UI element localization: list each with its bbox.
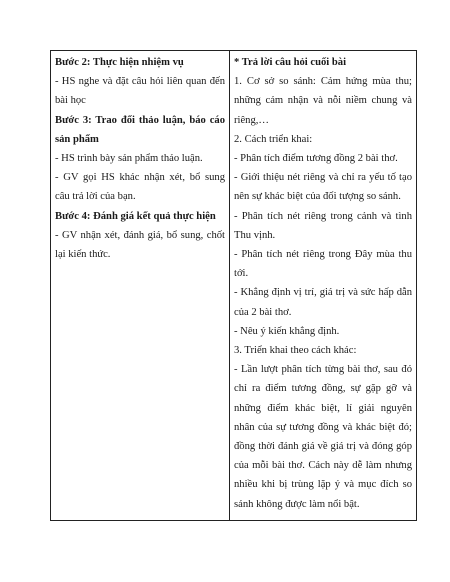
answer-item: 1. Cơ sở so sánh: Cảm hứng mùa thu; những cảm nhận và nỗi niềm chung và riêng,… — [234, 76, 412, 126]
answer-item: - Phân tích điểm tương đồng 2 bài thơ. — [234, 153, 398, 165]
answer-item: 3. Triển khai theo cách khác: — [234, 345, 357, 357]
answer-item: - Giới thiệu nét riêng và chỉ ra yếu tố tạo nên sự khác biệt của đối tượng so sánh. — [234, 172, 412, 203]
answer-item: - Lần lượt phân tích từng bài thơ, sau đó chỉ ra điểm tương đồng, sự gặp gỡ và những điểm khác biệt, lí giải nguyên nhân của sự tương đồng và khác biệt đó; đồng thời đánh giá về giá trị và đóng góp của mỗi bài thơ. Cách này dễ làm nhưng nhiều khi bị trùng lặp ý và mục đích so sánh không được làm nổi bật. — [234, 364, 412, 510]
activity-steps-cell — [51, 51, 230, 521]
lesson-table — [50, 50, 417, 521]
step-3-text-1: - HS trình bày sản phẩm thảo luận. — [55, 153, 203, 165]
answer-item: - Nêu ý kiến khẳng định. — [234, 325, 340, 337]
answer-cell — [230, 51, 417, 521]
table-row — [51, 51, 417, 521]
step-3-heading: Bước 3: Trao đổi thảo luận, báo cáo sản phẩm — [55, 114, 225, 145]
step-4-text: - GV nhận xét, đánh giá, bổ sung, chốt lại kiến thức. — [55, 229, 225, 261]
answer-item: - Phân tích nét riêng trong cảnh và tình Thu vịnh. — [234, 210, 412, 241]
step-4-heading: Bước 4: Đánh giá kết quả thực hiện — [55, 210, 216, 222]
answer-item: 2. Cách triển khai: — [234, 133, 313, 145]
answer-item: - Phân tích nét riêng trong Đây mùa thu tới. — [234, 249, 412, 280]
step-2-text: - HS nghe và đặt câu hỏi liên quan đến bài học — [55, 76, 225, 107]
answer-item: - Khẳng định vị trí, giá trị và sức hấp dẫn của 2 bài thơ. — [234, 287, 412, 318]
step-3-text-2: - GV gọi HS khác nhận xét, bổ sung câu trả lời của bạn. — [55, 172, 225, 203]
step-2-heading: Bước 2: Thực hiện nhiệm vụ — [55, 57, 184, 68]
answer-heading: * Trả lời câu hỏi cuối bài — [234, 57, 347, 68]
